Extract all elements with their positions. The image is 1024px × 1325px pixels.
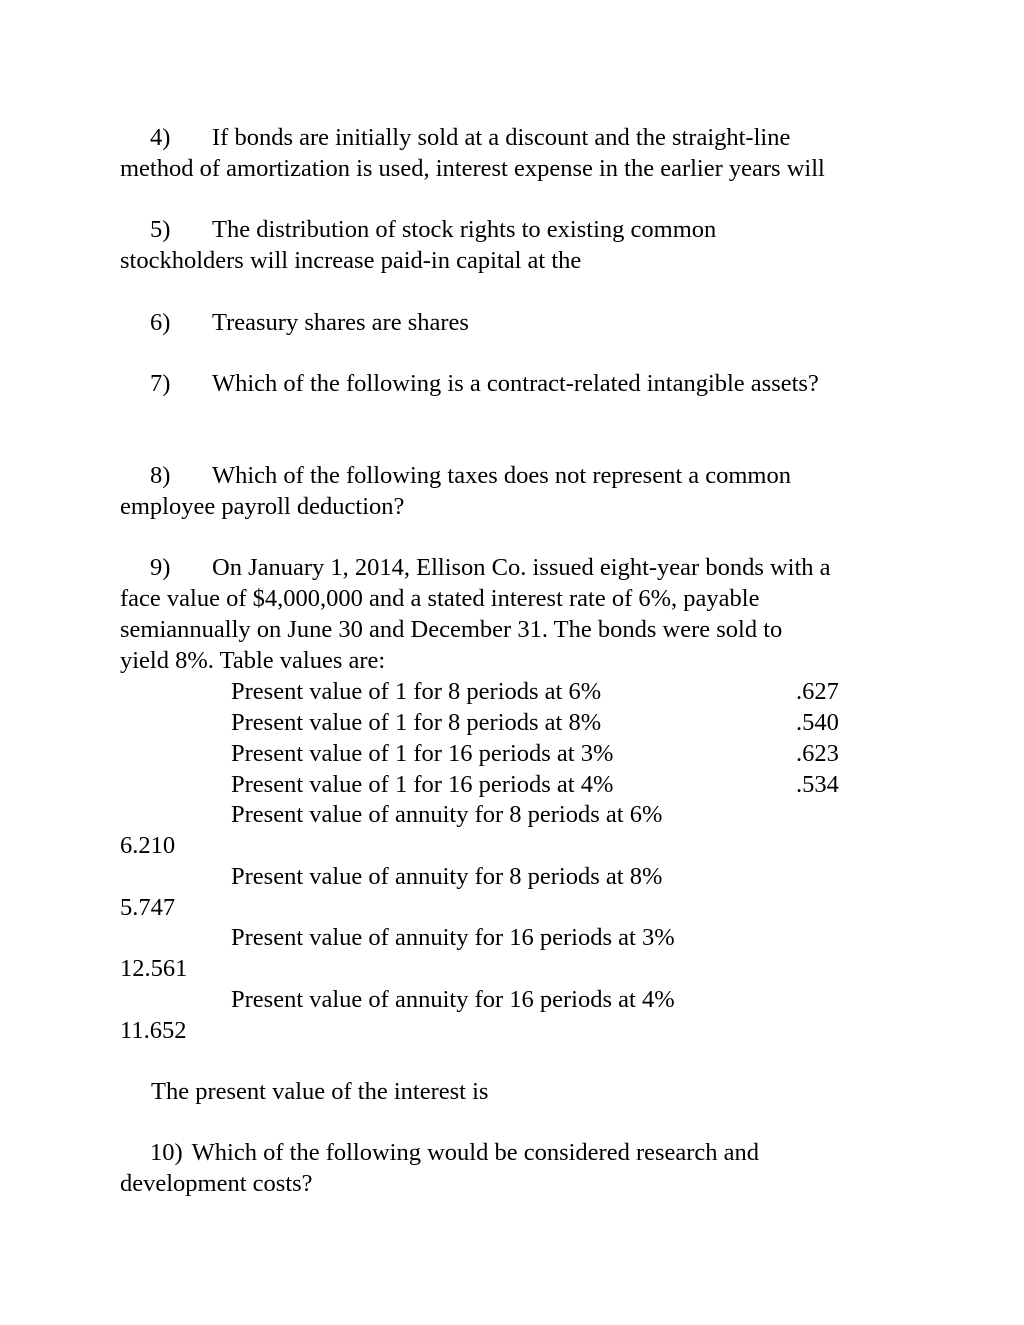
question-text: Which of the following would be considered research and <box>191 1139 760 1166</box>
table-row-value: 12.561 <box>120 955 188 982</box>
table-row-label: Present value of annuity for 8 periods at 6% <box>231 801 663 828</box>
table-row-label: Present value of 1 for 16 periods at 4% <box>231 771 614 798</box>
question-number: 5) <box>150 216 171 243</box>
question-text: If bonds are initially sold at a discount and the straight-line <box>212 124 791 151</box>
table-row-value: .540 <box>796 709 839 736</box>
table-row-label: Present value of annuity for 16 periods at 4% <box>231 986 675 1013</box>
table-row-value: 11.652 <box>120 1017 187 1044</box>
question-5 <box>120 214 900 276</box>
table-row-label: Present value of 1 for 8 periods at 8% <box>231 709 602 736</box>
question-number: 7) <box>150 370 171 397</box>
question-9 <box>120 552 900 676</box>
question-number: 9) <box>150 554 171 581</box>
question-text: On January 1, 2014, Ellison Co. issued eight-year bonds with a <box>212 554 831 581</box>
question-text: stockholders will increase paid-in capital at the <box>120 247 582 274</box>
question-text: Which of the following taxes does not represent a common <box>212 462 791 489</box>
question-10 <box>120 1137 900 1199</box>
question-8 <box>120 460 900 522</box>
table-row-value: 6.210 <box>120 832 176 859</box>
question-text: Treasury shares are shares <box>212 309 469 336</box>
table-row-value: .627 <box>796 678 839 705</box>
question-number: 8) <box>150 462 171 489</box>
question-text: development costs? <box>120 1170 313 1197</box>
question-7 <box>120 368 900 399</box>
question-number: 6) <box>150 309 171 336</box>
question-text: face value of $4,000,000 and a stated interest rate of 6%, payable <box>120 585 760 612</box>
table-row-label: Present value of 1 for 8 periods at 6% <box>231 678 602 705</box>
question-number: 4) <box>150 124 171 151</box>
question-text: method of amortization is used, interest expense in the earlier years will <box>120 155 825 182</box>
table-row-label: Present value of annuity for 16 periods at 3% <box>231 924 675 951</box>
table-row-label: Present value of annuity for 8 periods at 8% <box>231 863 663 890</box>
question-number: 10) <box>150 1139 183 1166</box>
question-text: yield 8%. Table values are: <box>120 647 386 674</box>
table-row-value: 5.747 <box>120 894 176 921</box>
question-4 <box>120 122 900 184</box>
table-row-value: .534 <box>796 771 839 798</box>
table-row-value: .623 <box>796 740 839 767</box>
question-text: employee payroll deduction? <box>120 493 405 520</box>
question-9-statement: The present value of the interest is <box>151 1078 489 1105</box>
question-text: Which of the following is a contract-related intangible assets? <box>212 370 819 397</box>
question-6 <box>120 307 900 338</box>
question-text: semiannually on June 30 and December 31. The bonds were sold to <box>120 616 783 643</box>
table-row-label: Present value of 1 for 16 periods at 3% <box>231 740 614 767</box>
question-text: The distribution of stock rights to existing common <box>212 216 717 243</box>
